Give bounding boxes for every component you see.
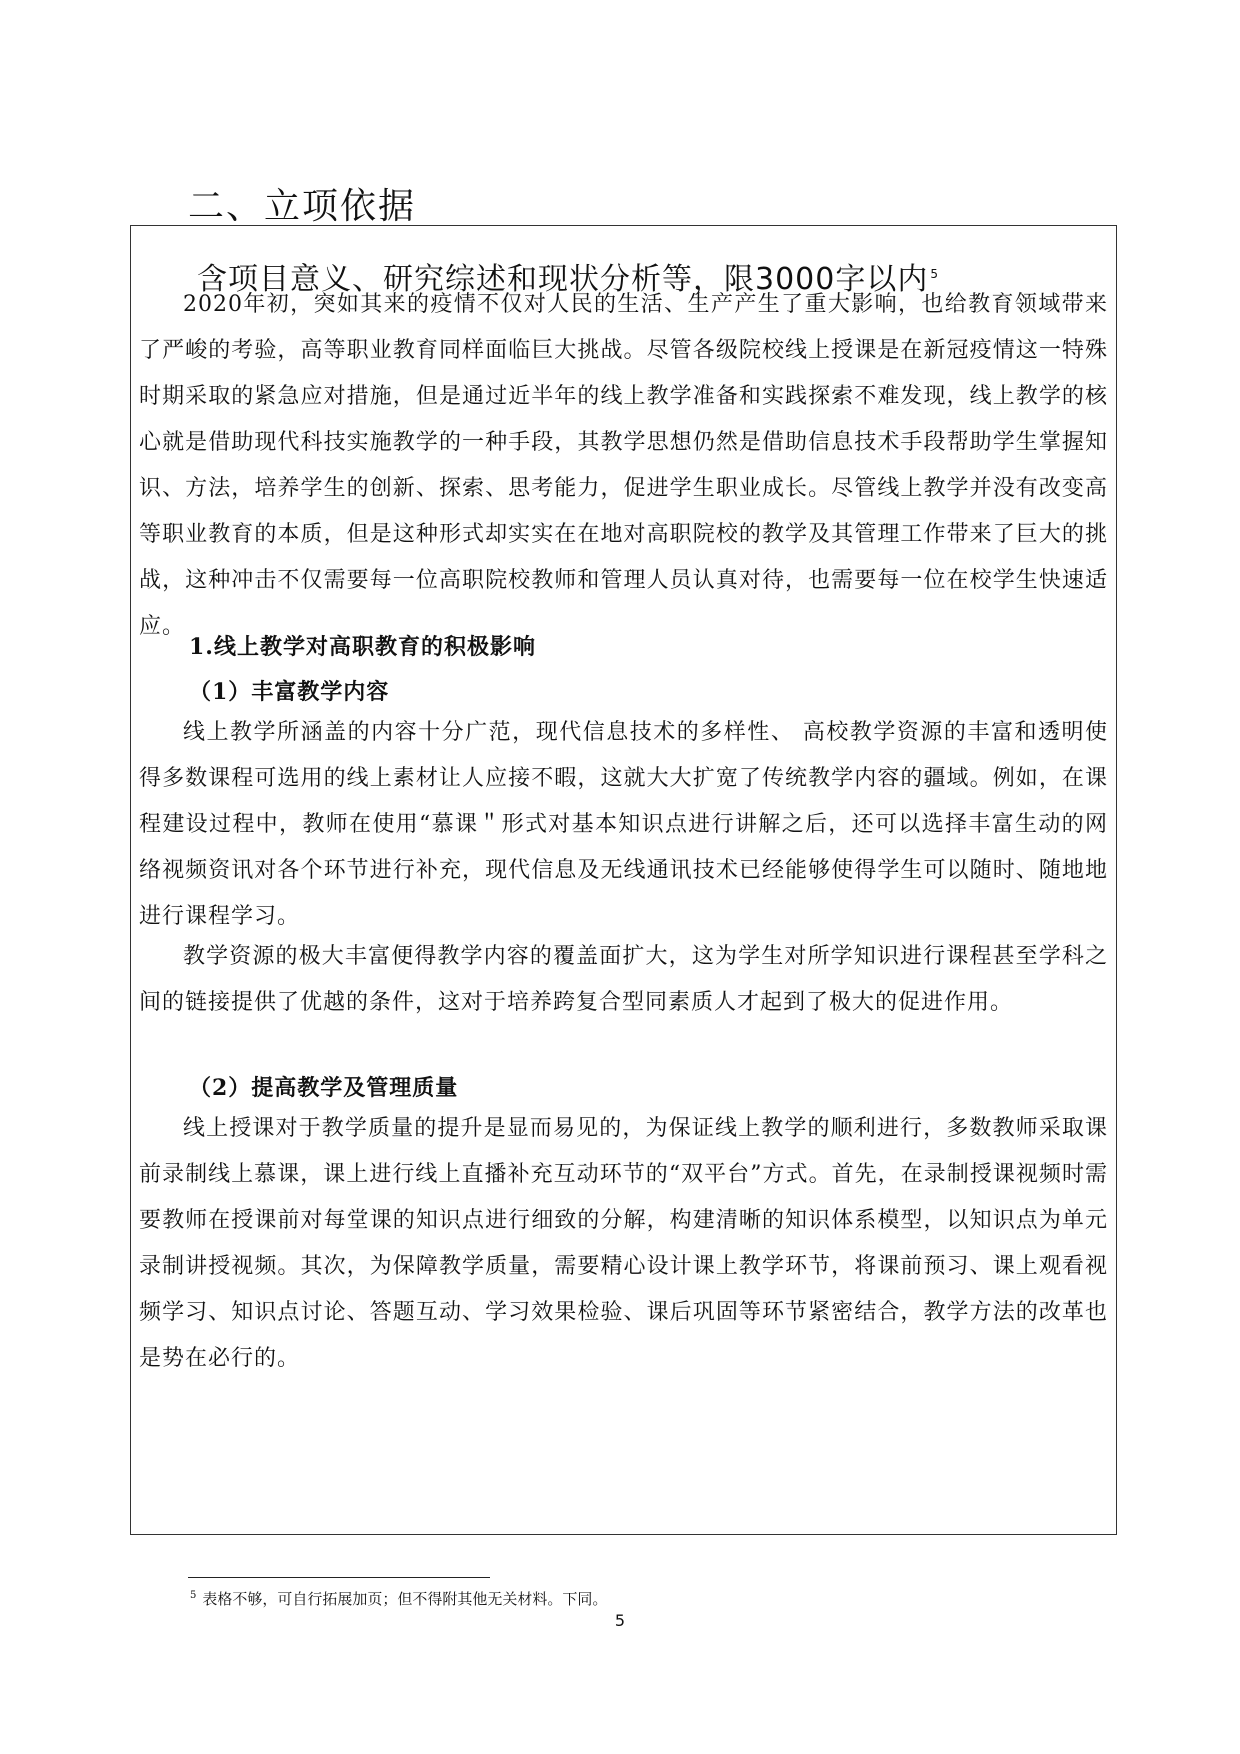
paragraph-intro: 2020年初，突如其来的疫情不仅对人民的生活、生产产生了重大影响，也给教育领域带来了严峻的考验，高等职业教育同样面临巨大挑战。尽管各级院校线上授课是在新冠疫情这一特殊时期采取的紧急应对措施，但是通过近半年的线上教学准备和实践探索不难发现，线上教学的核心就是借助现代科技实施教学的一种手段，其教学思想仍然是借助信息技术手段帮助学生掌握知识、方法，培养学生的创新、探索、思考能力，促进学生职业成长。尽管线上教学并没有改变高等职业教育的本质，但是这种形式却实实在在地对高职院校的教学及其管理工作带来了巨大的挑战，这种冲击不仅需要每一位高职院校教师和管理人员认真对待，也需要每一位在校学生快速适应。	[139, 292, 1108, 639]
footnote	[190, 1588, 607, 1609]
paragraph-enrich-content: 线上教学所涵盖的内容十分广范，现代信息技术的多样性、 高校教学资源的丰富和透明使得多数课程可选用的线上素材让人应接不暇，这就大大扩宽了传统教学内容的疆域。例如，在课程建设过程中，教师在使用“慕课＂形式对基本知识点进行讲解之后，还可以选择丰富生动的网络视频资讯对各个环节进行补充，现代信息及无线通讯技术已经能够使得学生可以随时、随地地进行课程学习。	[139, 720, 1108, 929]
box-heading-text: 含项目意义、研究综述和现状分析等，限3000字以内	[197, 262, 929, 297]
footnote-text: 表格不够，可自行拓展加页；但不得附其他无关材料。下同。	[202, 1590, 608, 1608]
paragraph-quality: 线上授课对于教学质量的提升是显而易见的，为保证线上教学的顺利进行，多数教师采取课前录制线上慕课，课上进行线上直播补充互动环节的“双平台”方式。首先，在录制授课视频时需要教师在授课前对每堂课的知识点进行细致的分解，构建清晰的知识体系模型，以知识点为单元录制讲授视频。其次，为保障教学质量，需要精心设计课上教学环节，将课前预习、课上观看视频学习、知识点讨论、答题互动、学习效果检验、课后巩固等环节紧密结合，教学方法的改革也是势在必行的。	[139, 1116, 1108, 1371]
content-box	[130, 225, 1117, 1535]
footnote-reference: 5	[930, 267, 939, 281]
section-title: 二、立项依据	[188, 186, 417, 227]
subheading-positive-impact: 1.线上教学对高职教育的积极影响	[189, 634, 536, 660]
subheading-quality: （2）提高教学及管理质量	[189, 1075, 459, 1101]
subheading-enrich-content: （1）丰富教学内容	[189, 679, 390, 705]
footnote-rule	[188, 1577, 490, 1578]
page-number: 5	[614, 1611, 626, 1630]
footnote-mark: 5	[190, 1590, 197, 1601]
paragraph-resources: 教学资源的极大丰富便得教学内容的覆盖面扩大，这为学生对所学知识进行课程甚至学科之间的链接提供了优越的条件，这对于培养跨复合型同素质人才起到了极大的促进作用。	[139, 944, 1108, 1015]
